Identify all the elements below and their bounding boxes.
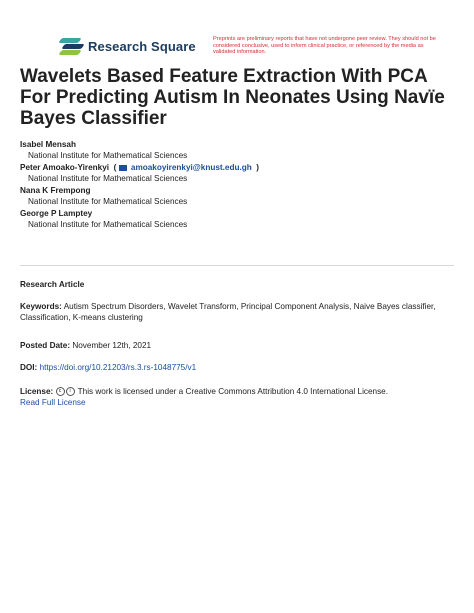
section-divider [20, 265, 454, 266]
envelope-icon [119, 165, 127, 171]
author-list [20, 139, 460, 231]
keywords-label: Keywords: [20, 302, 62, 311]
keywords-text: Autism Spectrum Disorders, Wavelet Transform, Principal Component Analysis, Naive Bayes classifier, Classification, K-means clustering [20, 302, 436, 322]
doi-link[interactable]: https://doi.org/10.21203/rs.3.rs-1048775/v1 [39, 363, 197, 372]
article-type: Research Article [20, 280, 85, 289]
read-full-license-link[interactable]: Read Full License [20, 398, 86, 407]
author-name [20, 162, 460, 173]
research-square-logo-icon [60, 38, 82, 54]
author-affiliation: National Institute for Mathematical Sciences [28, 151, 188, 160]
logo-text: Research Square [88, 38, 196, 54]
email-close-paren: ) [254, 163, 260, 172]
author-name-text: Peter Amoako-Yirenkyi [20, 163, 110, 172]
by-icon: i [66, 387, 75, 396]
author-name: Nana K Frempong [20, 186, 91, 195]
preprint-notice: Preprints are preliminary reports that have not undergone peer review. They should not be considered conclusive, used to inform clinical practice, or referenced by the media as validated information. [213, 36, 436, 56]
doi-block [20, 362, 460, 373]
research-square-logo[interactable] [60, 38, 196, 54]
keywords-block [20, 301, 460, 323]
author-name: George P Lamptey [20, 209, 93, 218]
cc-icon: c [56, 387, 65, 396]
author-email-link[interactable]: amoakoyirenkyi@knust.edu.gh [130, 163, 252, 172]
article-title: Wavelets Based Feature Extraction With PCA For Predicting Autism In Neonates Using Navïe Bayes Classifier [20, 66, 445, 129]
license-text: This work is licensed under a Creative Commons Attribution 4.0 International License. [77, 387, 389, 396]
author-affiliation: National Institute for Mathematical Sciences [28, 174, 188, 183]
author-affiliation: National Institute for Mathematical Sciences [28, 220, 188, 229]
license-label: License: [20, 387, 54, 396]
author-name: Isabel Mensah [20, 140, 76, 149]
author-affiliation: National Institute for Mathematical Sciences [28, 197, 188, 206]
posted-date-value: November 12th, 2021 [72, 341, 152, 350]
page-header [0, 0, 474, 62]
doi-label: DOI: [20, 363, 38, 372]
license-block [20, 386, 460, 408]
posted-date-label: Posted Date: [20, 341, 71, 350]
email-open-paren: ( [111, 163, 117, 172]
posted-date-block [20, 340, 460, 351]
